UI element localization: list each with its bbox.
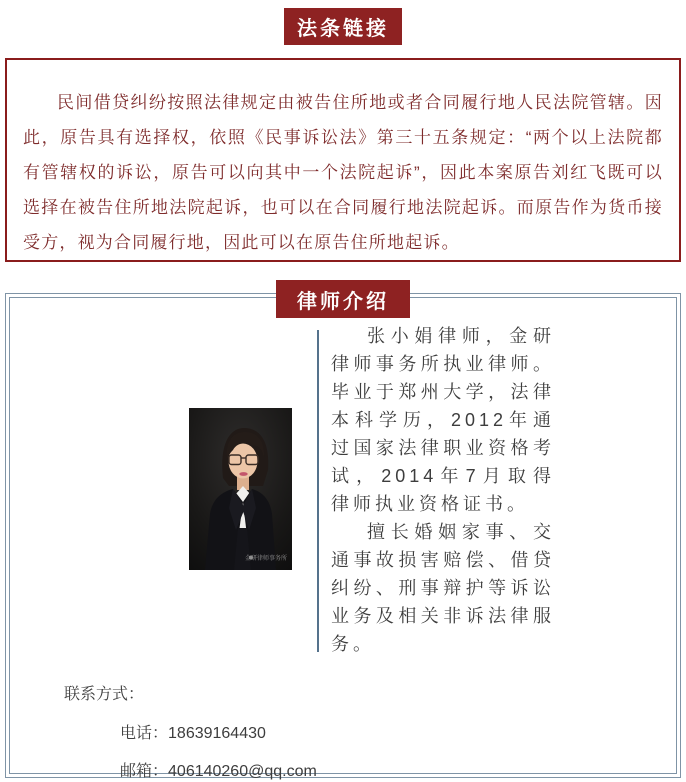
- contact-block: [64, 681, 317, 781]
- email-label: 邮箱：: [120, 763, 169, 780]
- law-paragraph: 民间借贷纠纷按照法律规定由被告住所地或者合同履行地人民法院管辖。因此，原告具有选择权，依照《民事诉讼法》第三十五条规定：“两个以上法院都有管辖权的诉讼，原告可以向其中一个法院起诉”，因此本案原告刘红飞既可以选择在被告住所地法院起诉，也可以在合同履行地法院起诉。而原告作为货币接受方，视为合同履行地，因此可以在原告住所地起诉。: [23, 93, 663, 252]
- lawyer-intro-inner-frame: [9, 297, 677, 780]
- lawyer-bio-paragraph-2: 擅长婚姻家事、交通事故损害赔偿、借贷纠纷、刑事辩护等诉讼业务及相关非诉法律服务。: [331, 522, 555, 654]
- vertical-divider: [317, 330, 319, 652]
- phone-label: 电话：: [120, 725, 169, 742]
- section-badge-law-link: 法条链接: [284, 8, 402, 45]
- email-address: 406140260@qq.com: [168, 763, 317, 780]
- lawyer-portrait-photo: [189, 408, 292, 570]
- contact-email-line: [120, 758, 317, 781]
- lawyer-bio-column: [331, 322, 555, 658]
- lawyer-intro-box: [5, 293, 681, 778]
- section-badge-lawyer-intro: 律师介绍: [276, 280, 410, 318]
- lawyer-bio-paragraph-1: 张小娟律师，金研律师事务所执业律师。毕业于郑州大学，法律本科学历，2012年通过国家法律职业资格考试，2014年7月取得律师执业资格证书。: [331, 326, 555, 514]
- photo-watermark-text: 金研律师事务所: [244, 556, 287, 562]
- phone-number: 18639164430: [168, 725, 266, 742]
- contact-phone-line: [120, 720, 317, 743]
- contact-heading: 联系方式：: [64, 686, 145, 703]
- law-text-box: [5, 58, 681, 262]
